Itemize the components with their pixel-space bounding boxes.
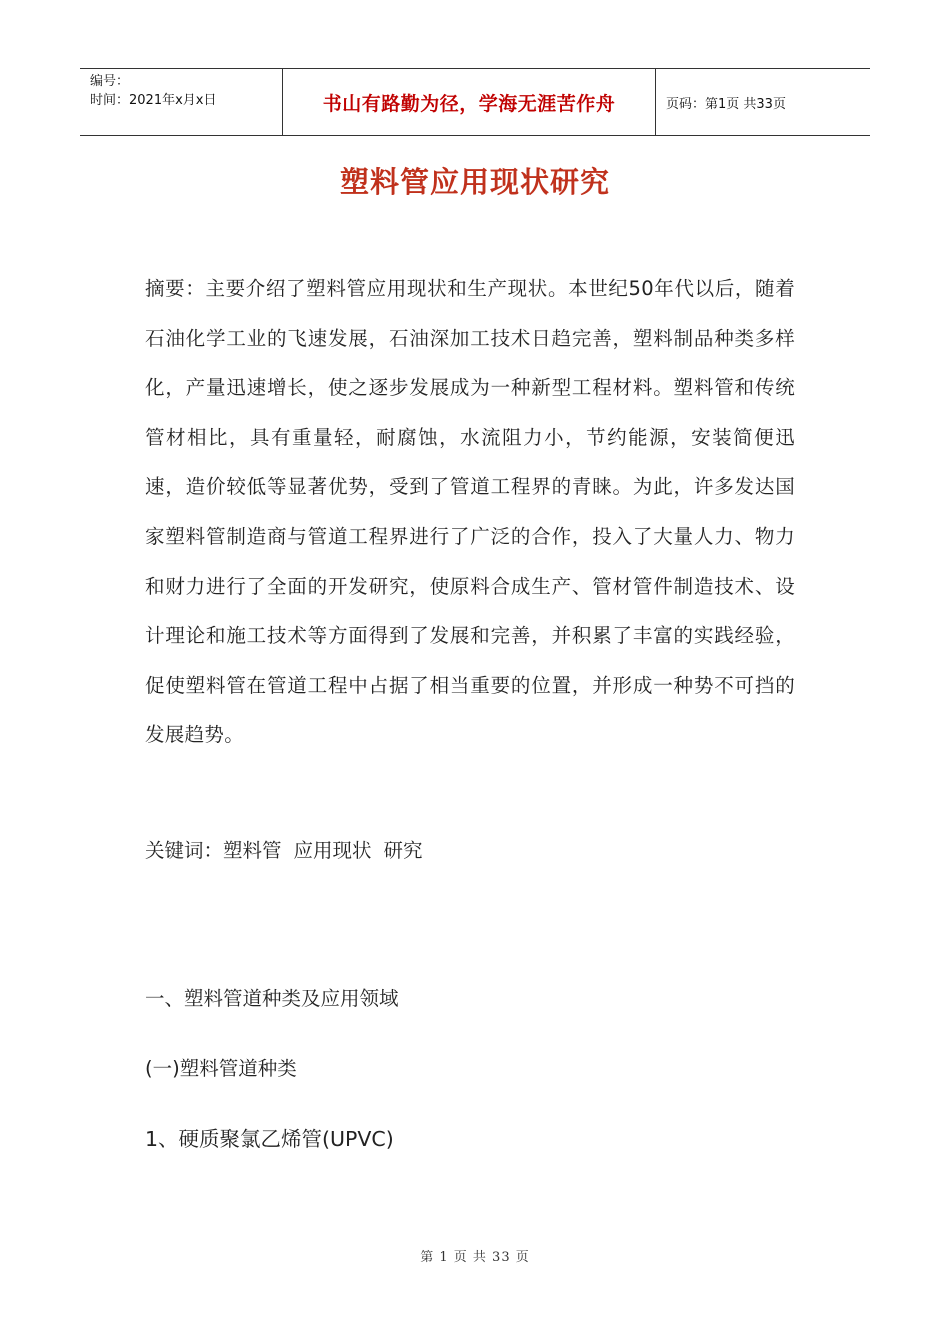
header-table (80, 68, 870, 136)
document-title: 塑料管应用现状研究 (339, 165, 610, 199)
header-page-info-text: 页码：第1页 共33页 (666, 96, 786, 112)
section-heading-2: (一)塑料管道种类 (145, 1057, 297, 1080)
keywords-label: 关键词： (145, 839, 224, 862)
section-heading-1: 一、塑料管道种类及应用领域 (145, 987, 399, 1010)
keyword-item: 研究 (383, 839, 423, 862)
date-label: 时间：2021年x月x日 (90, 93, 217, 108)
header-page-info (656, 69, 870, 135)
doc-number-label: 编号： (90, 74, 130, 89)
header-meta-cell (80, 69, 282, 135)
abstract-paragraph: 摘要：主要介绍了塑料管应用现状和生产现状。本世纪50年代以后，随着石油化学工业的飞速发展，石油深加工技术日趋完善，塑料制品种类多样化，产量迅速增长，使之逐步发展成为一种新型工程材料。塑料管和传统管材相比，具有重量轻，耐腐蚀，水流阻力小，节约能源，安装简便迅速，造价较低等显著优势，受到了管道工程界的青睐。为此，许多发达国家塑料管制造商与管道工程界进行了广泛的合作，投入了大量人力、物力和财力进行了全面的开发研究，使原料合成生产、管材管件制造技术、设计理论和施工技术等方面得到了发展和完善，并积累了丰富的实践经验，促使塑料管在管道工程中占据了相当重要的位置，并形成一种势不可挡的发展趋势。 (145, 277, 795, 747)
section-heading-3: 1、硬质聚氯乙烯管(UPVC) (145, 1127, 394, 1151)
page-footer: 第 1 页 共 33 页 (420, 1250, 530, 1265)
header-motto: 书山有路勤为径，学海无涯苦作舟 (282, 69, 656, 135)
keyword-item: 应用现状 (293, 839, 372, 862)
keywords-line (145, 836, 795, 866)
keyword-item: 塑料管 (223, 839, 282, 862)
